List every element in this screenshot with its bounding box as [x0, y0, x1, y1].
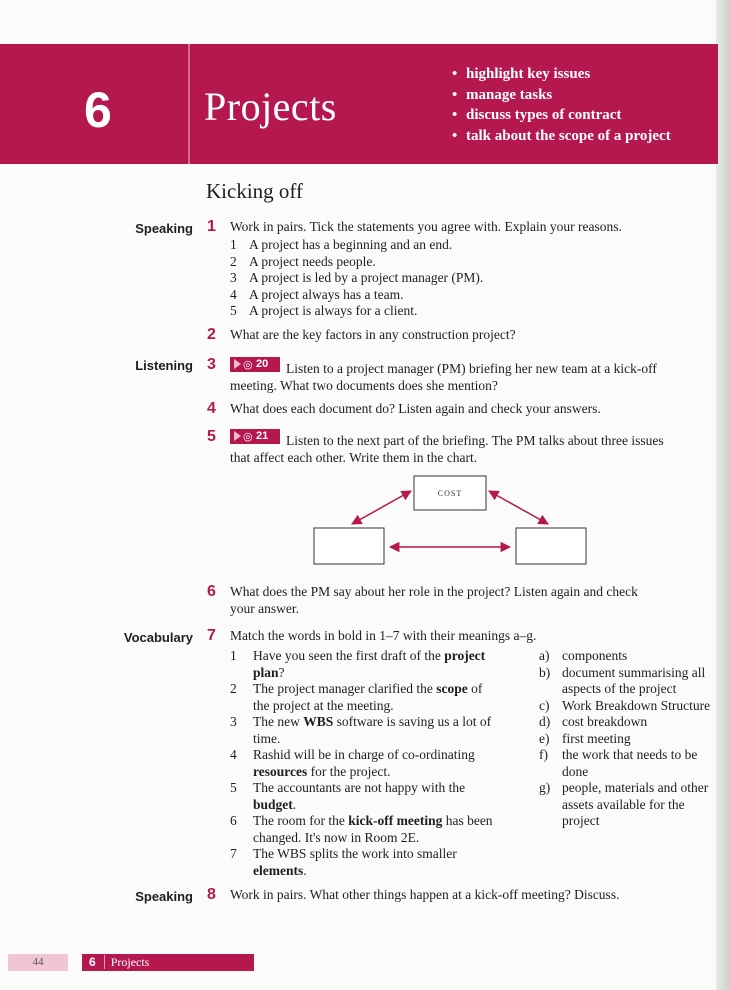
statement-item[interactable]: 1 A project has a beginning and an end.	[230, 237, 453, 252]
question-number: 4	[207, 400, 216, 417]
arrow-top-right	[489, 491, 548, 524]
meaning-item[interactable]: e) first meeting	[539, 730, 631, 746]
audio-track-button[interactable]: ◎ 21	[230, 429, 280, 444]
meaning-item[interactable]: b) document summarising all aspects of the project	[539, 664, 706, 696]
meaning-item[interactable]: a) components	[539, 648, 628, 663]
chart-box-top-label: COST	[437, 489, 463, 498]
vocabulary-sentence[interactable]: 2 The project manager clarified the scope of the project at the meeting.	[230, 681, 483, 713]
statement-item[interactable]: 2 A project needs people.	[230, 253, 376, 269]
bullet-icon: •	[452, 86, 458, 103]
question-text: Work in pairs. What other things happen at a kick-off meeting? Discuss.	[230, 887, 620, 902]
skill-label-speaking: Speaking	[135, 889, 193, 904]
cd-icon: ◎	[243, 359, 253, 371]
question-number: 5	[207, 428, 216, 445]
unit-title: Projects	[204, 84, 337, 129]
skill-label-speaking: Speaking	[135, 221, 193, 236]
vocabulary-sentence[interactable]: 3 The new WBS software is saving us a lot of time.	[230, 714, 492, 746]
bullet-icon: •	[452, 107, 458, 123]
unit-banner	[0, 44, 718, 164]
vocabulary-sentence-list	[230, 648, 500, 879]
page-gutter-shadow	[716, 0, 730, 990]
skill-label-listening: Listening	[135, 358, 193, 373]
question-instruction: Match the words in bold in 1–7 with their meanings a–g.	[230, 628, 537, 643]
question-text: ◎ 20 Listen to a project manager (PM) briefing her new team at a kick-off meeting. What two documents does she mention?	[230, 358, 657, 393]
statement-item[interactable]: 3 A project is led by a project manager (PM).	[230, 270, 484, 285]
vocabulary-sentence[interactable]: 5 The accountants are not happy with the budget.	[230, 780, 466, 812]
footer-unit-tab	[82, 954, 254, 971]
vocabulary-sentence[interactable]: 6 The room for the kick-off meeting has been changed. It's now in Room 2E.	[230, 813, 493, 845]
vocabulary-sentence[interactable]: 7 The WBS splits the work into smaller elements.	[230, 846, 457, 878]
vocabulary-sentence[interactable]: 1 Have you seen the first draft of the project plan?	[230, 648, 486, 680]
meaning-item[interactable]: g) people, materials and other assets available for the project	[539, 780, 709, 828]
question-text: What are the key factors in any construction project?	[230, 327, 516, 342]
meaning-item[interactable]: c) Work Breakdown Structure	[539, 697, 711, 713]
chart-box-left[interactable]	[314, 528, 384, 564]
skill-label-vocabulary: Vocabulary	[123, 630, 193, 645]
objective-item: • talk about the scope of a project	[452, 126, 671, 147]
question-text: ◎ 21 Listen to the next part of the briefing. The PM talks about three issues that affect each other. Write them in the chart.	[230, 430, 664, 465]
chart-box-right[interactable]	[516, 528, 586, 564]
banner-divider	[188, 44, 190, 164]
statement-list	[230, 237, 483, 320]
question-instruction: Work in pairs. Tick the statements you agree with. Explain your reasons.	[230, 219, 622, 234]
play-icon	[234, 359, 241, 369]
page-number: 44	[8, 954, 68, 971]
statement-item[interactable]: 4 A project always has a team.	[230, 286, 404, 302]
question-number: 8	[207, 886, 216, 903]
unit-objectives	[452, 64, 671, 146]
meaning-item[interactable]: f) the work that needs to be done	[539, 747, 698, 779]
question-number: 3	[207, 356, 216, 373]
arrow-left-top	[352, 491, 411, 524]
footer-unit-number: 6	[82, 955, 105, 969]
bullet-icon: •	[452, 127, 458, 144]
unit-number: 6	[84, 82, 112, 138]
statement-item[interactable]: 5 A project is always for a client.	[230, 303, 418, 318]
question-number: 6	[207, 583, 216, 600]
objective-item: • highlight key issues	[452, 64, 671, 85]
cd-icon: ◎	[243, 431, 253, 443]
footer-unit-title: Projects	[110, 955, 150, 969]
vocabulary-sentence[interactable]: 4 Rashid will be in charge of co-ordinating resources for the project.	[230, 747, 475, 779]
question-number: 7	[207, 627, 216, 644]
question-number: 1	[207, 218, 216, 235]
audio-track-button[interactable]: ◎ 20	[230, 357, 280, 372]
play-icon	[234, 431, 241, 441]
question-text: What does each document do? Listen again and check your answers.	[230, 401, 601, 416]
meaning-item[interactable]: d) cost breakdown	[539, 714, 648, 729]
objective-item: • discuss types of contract	[452, 105, 671, 126]
objective-item: • manage tasks	[452, 85, 671, 106]
question-text: What does the PM say about her role in the project? Listen again and check your answer.	[230, 584, 638, 616]
bullet-icon: •	[452, 66, 458, 82]
question-number: 2	[207, 326, 216, 343]
meaning-list	[539, 648, 715, 830]
issues-chart	[300, 470, 600, 572]
section-title: Kicking off	[206, 179, 304, 203]
